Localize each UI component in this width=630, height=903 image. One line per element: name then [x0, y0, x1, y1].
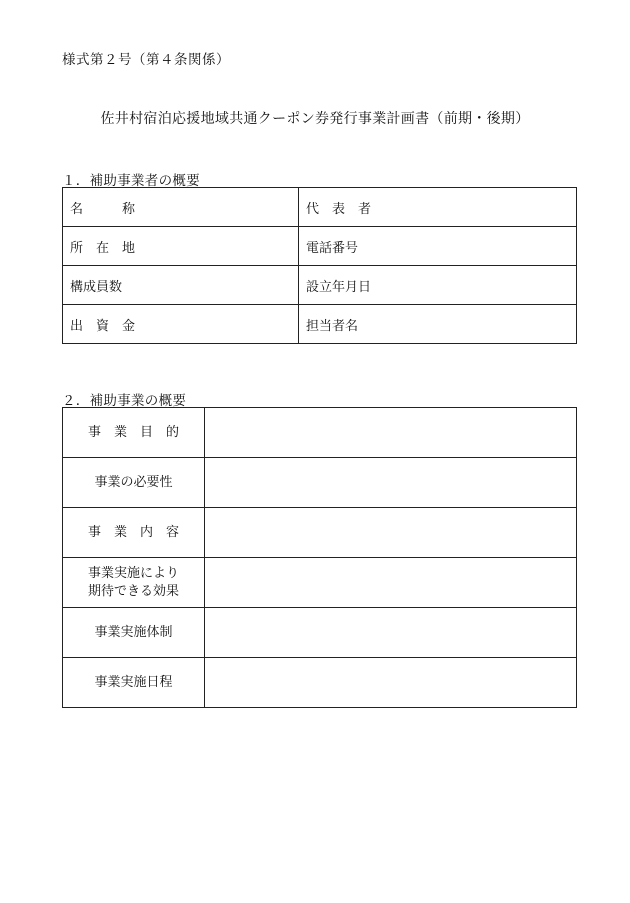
table-row — [63, 408, 577, 458]
table-row — [63, 227, 577, 266]
table-row — [63, 188, 577, 227]
expected-effect-value — [205, 558, 577, 608]
field-established-label: 設立年月日 — [299, 266, 577, 305]
document-title: 佐井村宿泊応援地域共通クーポン券発行事業計画書（前期・後期） — [100, 111, 530, 127]
form-number: 様式第２号（第４条関係） — [62, 52, 230, 68]
field-representative-label: 代 表 者 — [299, 188, 577, 227]
table-row — [63, 508, 577, 558]
project-purpose-label — [63, 408, 205, 458]
label-line: 事 業 内 容 — [87, 524, 179, 540]
field-members-label: 構成員数 — [63, 266, 299, 305]
table-row — [63, 458, 577, 508]
label-line: 期待できる効果 — [87, 583, 179, 599]
field-contact-person-label: 担当者名 — [299, 305, 577, 344]
implementation-schedule-label — [63, 658, 205, 708]
expected-effect-label — [63, 558, 205, 608]
section1-heading: １．補助事業者の概要 — [62, 173, 200, 189]
label-line: 事業実施体制 — [94, 624, 173, 640]
label-line: 事 業 目 的 — [87, 424, 179, 440]
project-necessity-value — [205, 458, 577, 508]
field-phone-label: 電話番号 — [299, 227, 577, 266]
project-overview-table — [62, 407, 577, 708]
section2-heading: ２．補助事業の概要 — [62, 393, 187, 409]
applicant-overview-table — [62, 187, 577, 344]
project-purpose-value — [205, 408, 577, 458]
table-row — [63, 558, 577, 608]
table-row — [63, 305, 577, 344]
table-row — [63, 266, 577, 305]
implementation-structure-label — [63, 608, 205, 658]
label-line: 事業の必要性 — [94, 474, 173, 490]
field-name-label: 名 称 — [63, 188, 299, 227]
implementation-structure-value — [205, 608, 577, 658]
project-necessity-label — [63, 458, 205, 508]
field-address-label: 所 在 地 — [63, 227, 299, 266]
table-row — [63, 658, 577, 708]
implementation-schedule-value — [205, 658, 577, 708]
table-row — [63, 608, 577, 658]
label-line: 事業実施により — [87, 565, 179, 581]
field-capital-label: 出 資 金 — [63, 305, 299, 344]
label-line: 事業実施日程 — [94, 674, 173, 690]
project-content-value — [205, 508, 577, 558]
project-content-label — [63, 508, 205, 558]
